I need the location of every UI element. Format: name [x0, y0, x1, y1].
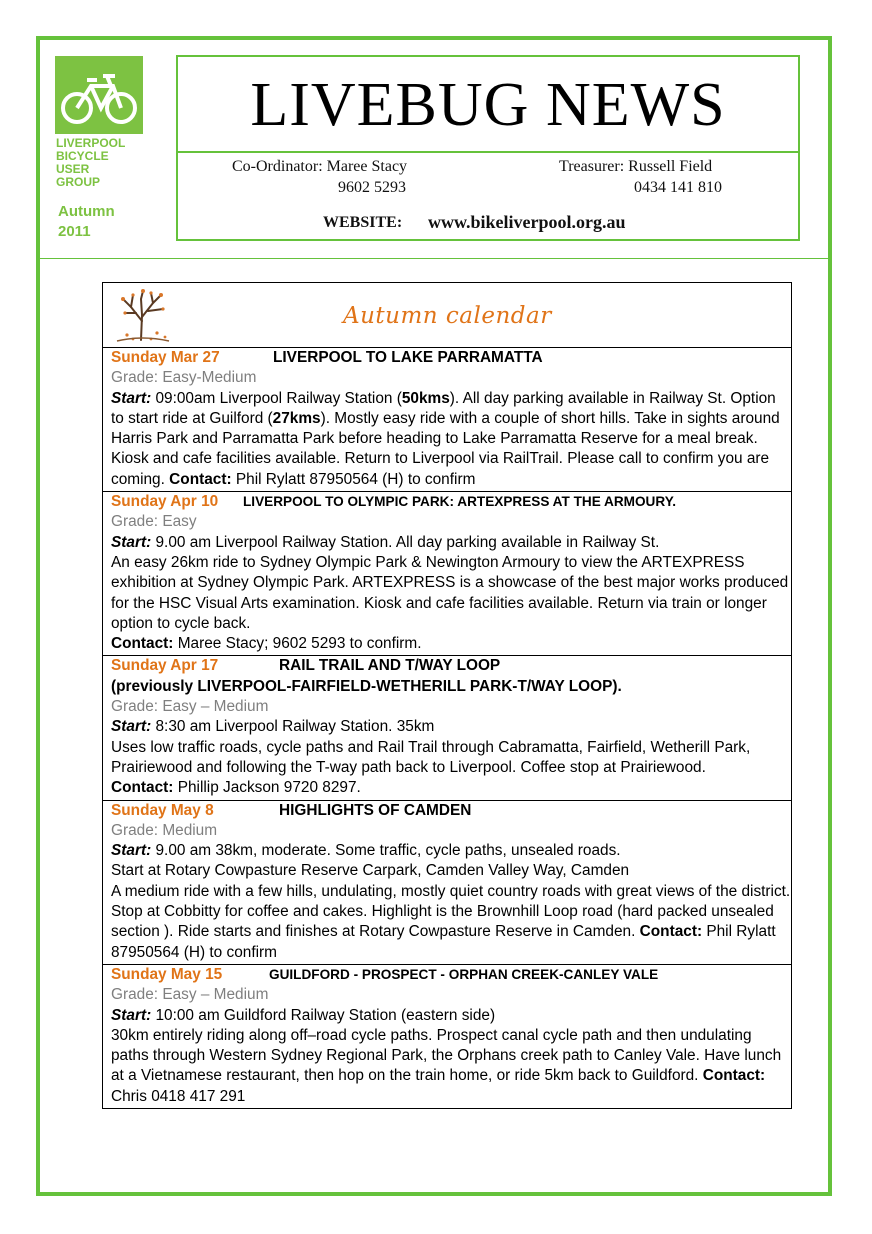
event-title: LIVERPOOL TO LAKE PARRAMATTA	[273, 349, 543, 366]
event-title: HIGHLIGHTS OF CAMDEN	[279, 801, 472, 819]
event-subtitle: (previously LIVERPOOL-FAIRFIELD-WETHERILL PARK-T/WAY LOOP).	[111, 677, 622, 695]
start-label: Start:	[111, 842, 152, 860]
event-start-text: 8:30 am Liverpool Railway Station. 35km	[151, 718, 435, 736]
event-title: RAIL TRAIL AND T/WAY LOOP	[279, 657, 501, 675]
event-location: Start at Rotary Cowpasture Reserve Carpark, Camden Valley Way, Camden	[111, 862, 630, 880]
event-contact: Phillip Jackson 9720 8297.	[173, 779, 361, 797]
event-title: LIVERPOOL TO OLYMPIC PARK: ARTEXPRESS AT THE ARMOURY.	[243, 494, 677, 510]
event-start-text: 10:00 am Guildford Railway Station (eastern side)	[151, 1006, 496, 1024]
calendar-event	[103, 965, 791, 1108]
coordinator-phone: 9602 5293	[338, 179, 406, 196]
newsletter-title: LIVEBUG NEWS	[250, 71, 726, 139]
event-contact: Chris 0418 417 291	[111, 1087, 246, 1105]
contact-info-box	[176, 151, 800, 241]
event-grade: Grade: Easy-Medium	[111, 369, 257, 387]
coordinator-label: Co-Ordinator: Maree Stacy	[232, 158, 408, 175]
issue-season	[58, 202, 115, 242]
event-grade: Grade: Easy	[111, 513, 197, 531]
event-date: Sunday May 8	[111, 801, 214, 819]
logo-wordmark	[56, 137, 156, 189]
event-description: A medium ride with a few hills, undulating, mostly quiet country roads with great views of the district. Stop at Cobbitty for coffee and cakes. Highlight is the Brownhill Loop road (hard packed unsealed section ). Ride starts and finishes at Rotary Cowpasture Reserve in Camden.	[111, 882, 791, 941]
event-description: Uses low traffic roads, cycle paths and Rail Trail through Cabramatta, Fairfield, Wetherill Park, Prairiewood and following the T-way path back to Liverpool. Coffee stop at Prairiewood.	[111, 738, 751, 776]
calendar-header	[103, 283, 791, 348]
autumn-calendar	[102, 282, 792, 1109]
event-date: Sunday Mar 27	[111, 349, 220, 366]
treasurer-label: Treasurer: Russell Field	[559, 158, 713, 175]
bicycle-logo-icon	[55, 56, 143, 134]
start-label: Start:	[111, 1006, 152, 1024]
event-start-text: 9.00 am 38km, moderate. Some traffic, cycle paths, unsealed roads.	[151, 842, 621, 860]
event-grade: Grade: Medium	[111, 821, 218, 839]
season-year: 2011	[58, 223, 91, 240]
event-start-text: 9.00 am Liverpool Railway Station. All day parking available in Railway St.	[151, 533, 660, 551]
event-date: Sunday Apr 17	[111, 657, 219, 675]
calendar-event	[103, 801, 791, 965]
event-date: Sunday Apr 10	[111, 493, 219, 511]
event-contact: Phil Rylatt 87950564 (H) to confirm	[111, 923, 776, 961]
event-description: An easy 26km ride to Sydney Olympic Park & Newington Armoury to view the ARTEXPRESS exhibition at Sydney Olympic Park. ARTEXPRESS is a showcase of the best major works produced for the HSC Visual Arts examination. Kiosk and cafe facilities available. Return via train or longer option to cycle back.	[111, 553, 789, 632]
contact-label: Contact:	[702, 1067, 766, 1085]
event-grade: Grade: Easy – Medium	[111, 986, 269, 1004]
contact-label: Contact:	[169, 470, 232, 488]
contact-label: Contact:	[111, 635, 174, 653]
event-start-text: ). All day parking available in Railway St. Option to start ride at Guilford (	[111, 389, 776, 427]
logo-line: USER	[56, 162, 90, 176]
event-description: ). Mostly easy ride with a couple of short hills. Take in sights around Harris Park and Parramatta Park before heading to Lake Parramatta Reserve for a meal break. Kiosk and cafe facilities available. Return to Liverpool via RailTrail. Please call to confirm you are coming.	[111, 409, 780, 488]
contact-label: Contact:	[111, 779, 174, 797]
masthead	[176, 55, 800, 153]
event-description: 30km entirely riding along off–road cycle paths. Prospect canal cycle path and then undulating paths through Western Sydney Regional Park, the Orphans creek path to Canley Vale. Have lunch at a Vietnamese restaurant, then hop on the train home, or ride 5km back to Guildford.	[111, 1026, 782, 1085]
logo-line: BICYCLE	[56, 149, 109, 163]
season-label: Autumn	[58, 203, 115, 220]
contact-label: Contact:	[639, 923, 703, 941]
logo-line: LIVERPOOL	[56, 136, 126, 150]
event-contact: Phil Rylatt 87950564 (H) to confirm	[231, 470, 476, 488]
start-label: Start:	[111, 389, 152, 407]
calendar-event	[103, 348, 791, 492]
start-label: Start:	[111, 718, 152, 736]
website-label: WEBSITE:	[323, 214, 403, 231]
event-grade: Grade: Easy – Medium	[111, 698, 269, 716]
treasurer-phone: 0434 141 810	[634, 179, 722, 196]
event-date: Sunday May 15	[111, 965, 223, 983]
event-contact: Maree Stacy; 9602 5293 to confirm.	[173, 635, 422, 653]
event-distance: 50kms	[401, 389, 450, 407]
logo-line: GROUP	[56, 175, 101, 189]
header-divider	[40, 258, 832, 259]
event-title: GUILDFORD - PROSPECT - ORPHAN CREEK-CANLEY VALE	[269, 966, 659, 982]
calendar-event	[103, 492, 791, 656]
calendar-event	[103, 656, 791, 800]
event-start-text: 09:00am Liverpool Railway Station (	[151, 389, 402, 407]
calendar-title: Autumn calendar	[343, 303, 552, 329]
start-label: Start:	[111, 533, 152, 551]
event-distance: 27kms	[272, 409, 321, 427]
website-link[interactable]: www.bikeliverpool.org.au	[428, 212, 626, 232]
autumn-tree-icon	[111, 285, 173, 348]
